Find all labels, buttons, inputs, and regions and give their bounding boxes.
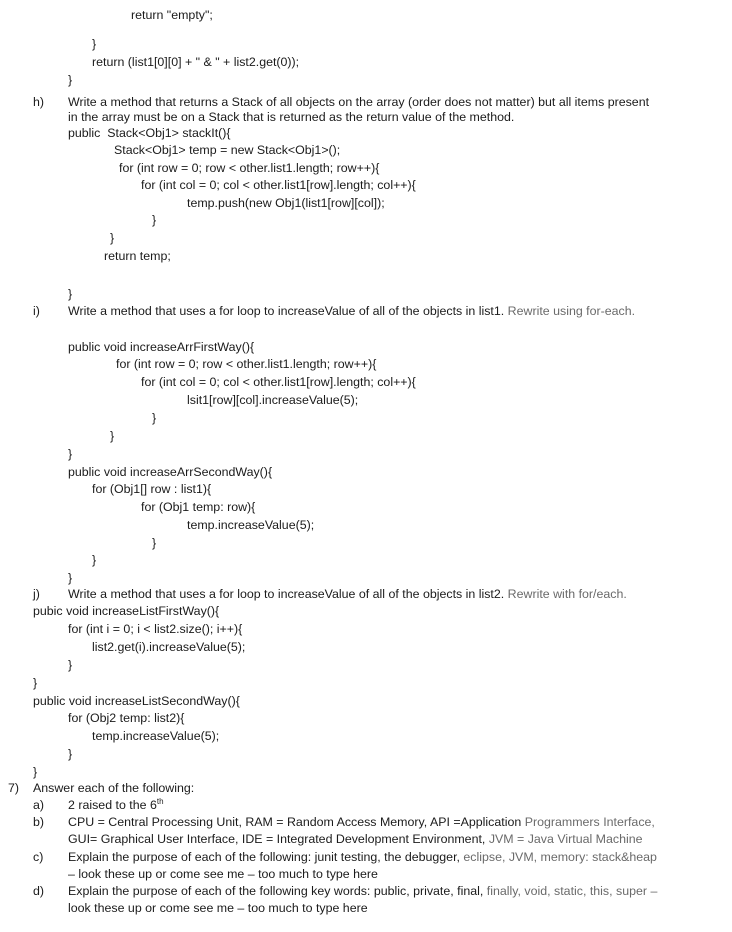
code-line: } — [152, 411, 157, 425]
answer-c-line1-tail: eclipse, JVM, memory: stack&heap — [463, 850, 657, 864]
answer-d-line1 — [68, 884, 657, 899]
code-line: return (list1[0][0] + " & " + list2.get(0)); — [92, 55, 300, 69]
item-label-h: h) — [33, 95, 45, 109]
question-j-main: Write a method that uses a for loop to increaseValue of all of the objects in list2. — [68, 587, 505, 601]
code-line: public void increaseListSecondWay(){ — [33, 694, 240, 708]
question-j-tail: Rewrite with for/each. — [507, 587, 627, 601]
code-line: pubic void increaseListFirstWay(){ — [33, 604, 220, 618]
question-j — [68, 587, 627, 602]
code-line: } — [68, 73, 73, 87]
code-line: for (int col = 0; col < other.list1[row].length; col++){ — [141, 375, 416, 389]
code-line: temp.push(new Obj1(list1[row][col]); — [187, 196, 385, 210]
answer-a-sup: th — [156, 797, 164, 806]
code-line: public void increaseArrFirstWay(){ — [68, 340, 255, 354]
question-i-main: Write a method that uses a for loop to increaseValue of all of the objects in list1. — [68, 304, 505, 318]
code-line: list2.get(i).increaseValue(5); — [92, 640, 246, 654]
question-h-line1: Write a method that returns a Stack of all objects on the array (order does not matter) but all items present — [68, 95, 650, 109]
answer-b-line1-tail: Programmers Interface, — [524, 815, 655, 829]
code-line: Stack<Obj1> temp = new Stack<Obj1>(); — [114, 143, 341, 157]
code-line: } — [152, 536, 157, 550]
code-line: public void increaseArrSecondWay(){ — [68, 465, 273, 479]
answer-b-line2-tail: JVM = Java Virtual Machine — [488, 832, 643, 846]
item-label-a: a) — [33, 798, 45, 812]
code-line: } — [68, 658, 73, 672]
code-line: } — [68, 747, 73, 761]
question-number-7: 7) — [8, 781, 20, 795]
code-line: } — [33, 676, 38, 690]
answer-d-line1-tail: finally, void, static, this, super – — [486, 884, 658, 898]
item-label-d: d) — [33, 884, 45, 898]
question-i-tail: Rewrite using for-each. — [507, 304, 636, 318]
answer-c-line1-main: Explain the purpose of each of the following: junit testing, the debugger, — [68, 850, 460, 864]
answer-b-line2-main: GUI= Graphical User Interface, IDE = Integrated Development Environment, — [68, 832, 486, 846]
answer-c-line2: – look these up or come see me – too much to type here — [68, 867, 378, 881]
code-line: temp.increaseValue(5); — [92, 729, 220, 743]
code-line: for (Obj1[] row : list1){ — [92, 482, 212, 496]
code-line: temp.increaseValue(5); — [187, 518, 315, 532]
answer-d-line2: look these up or come see me – too much to type here — [68, 901, 368, 915]
code-line: public Stack<Obj1> stackIt(){ — [68, 126, 231, 140]
question-h-line2: in the array must be on a Stack that is returned as the return value of the method. — [68, 110, 515, 124]
code-line: } — [68, 571, 73, 585]
item-label-j: j) — [33, 587, 40, 601]
code-line: } — [68, 287, 73, 301]
code-line: for (int i = 0; i < list2.size(); i++){ — [68, 622, 243, 636]
code-line: for (Obj1 temp: row){ — [141, 500, 256, 514]
code-line: } — [92, 37, 97, 51]
code-line: } — [68, 447, 73, 461]
code-line: } — [33, 765, 38, 779]
answer-d-line1-main: Explain the purpose of each of the following key words: public, private, final, — [68, 884, 484, 898]
answer-b-line2 — [68, 832, 643, 847]
code-line: for (int row = 0; row < other.list1.length; row++){ — [116, 357, 377, 371]
code-line: return temp; — [104, 249, 171, 263]
answer-c-line1 — [68, 850, 657, 865]
item-label-b: b) — [33, 815, 45, 829]
code-line: lsit1[row][col].increaseValue(5); — [187, 393, 359, 407]
answer-b-line1 — [68, 815, 655, 830]
code-line: for (int col = 0; col < other.list1[row].length; col++){ — [141, 178, 416, 192]
code-line: } — [110, 429, 115, 443]
code-line: } — [152, 213, 157, 227]
answer-a-text: 2 raised to the 6 — [68, 798, 157, 812]
item-label-c: c) — [33, 850, 44, 864]
code-line: } — [92, 553, 97, 567]
question-7-title: Answer each of the following: — [33, 781, 195, 795]
code-line: return "empty"; — [131, 8, 213, 22]
question-i — [68, 304, 635, 319]
code-line: } — [110, 231, 115, 245]
item-label-i: i) — [33, 304, 40, 318]
code-line: for (int row = 0; row < other.list1.length; row++){ — [119, 161, 380, 175]
answer-b-line1-main: CPU = Central Processing Unit, RAM = Random Access Memory, API =Application — [68, 815, 522, 829]
answer-a — [68, 798, 164, 813]
code-line: for (Obj2 temp: list2){ — [68, 711, 185, 725]
